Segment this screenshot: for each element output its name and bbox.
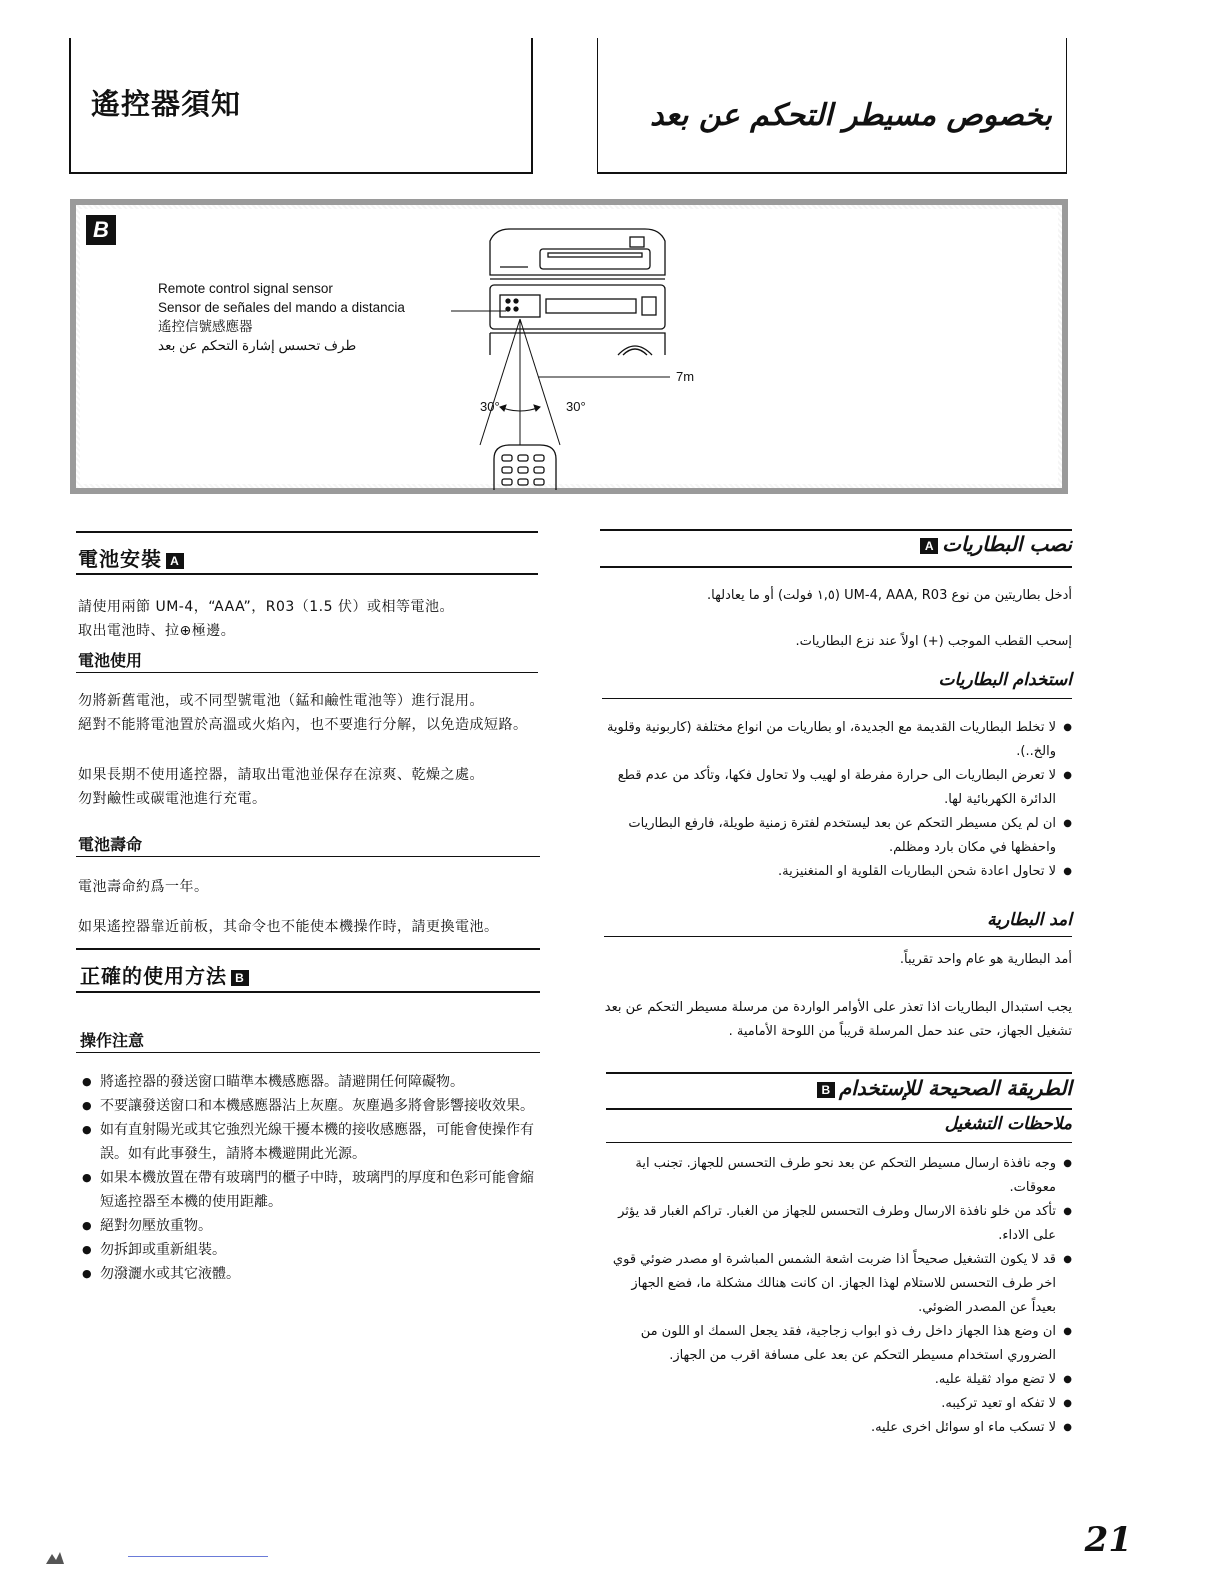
rule-ar-5 — [606, 1072, 1072, 1074]
rule-zh-7 — [76, 1052, 540, 1053]
list-item: ● 勿拆卸或重新組裝。 — [82, 1238, 544, 1262]
rule-ar-2 — [600, 566, 1072, 568]
battery-use-zh-p3: 如果長期不使用遙控器，請取出電池並保存在涼爽、乾燥之處。 — [78, 767, 484, 783]
badge-a-ar: A — [920, 538, 938, 554]
operation-notes-ar — [606, 1152, 1072, 1440]
rule-ar-6 — [606, 1108, 1072, 1110]
heading-battery-use-zh: 電池使用 — [78, 651, 143, 670]
list-item: ● ان وضع هذا الجهاز داخل رف ذو ابواب زجاجية، فقد يجعل السمك او اللون من الضروري استخدام مسيطر التحكم عن بعد على مسافة اقرب من الجهاز. — [606, 1320, 1072, 1368]
heading-correct-use-zh — [80, 960, 253, 989]
heading-battery-use-ar: استخدام البطاريات — [938, 670, 1072, 690]
battery-install-zh-p1: 請使用兩節 UM-4，“AAA”，R03（1.5 伏）或相等電池。 — [78, 599, 454, 615]
rule-ar-7 — [606, 1142, 1072, 1143]
list-item: ● وجه نافذة ارسال مسيطر التحكم عن بعد نحو طرف التحسس للجهاز. تجنب اية معوقات. — [606, 1152, 1072, 1200]
sensor-label-es: Sensor de señales del mando a distancia — [158, 300, 405, 315]
battery-life-ar-p1: أمد البطارية هو عام واحد تقريباً. — [899, 952, 1072, 967]
subheading-operation-zh: 操作注意 — [80, 1031, 145, 1050]
stereo-top-unit — [490, 229, 665, 279]
sensor-label-zh: 遙控信號感應器 — [158, 319, 253, 334]
heading-battery-install-ar-text: نصب البطاريات — [942, 532, 1072, 556]
rule-ar-1 — [600, 529, 1072, 531]
list-item: ● ان لم يكن مسيطر التحكم عن بعد ليستخدم لفترة زمنية طويلة، فارفع البطاريات واحفظها في مكان بارد ومظلم. — [604, 812, 1072, 860]
heading-correct-use-ar — [600, 1076, 1072, 1100]
battery-use-ar-list — [604, 716, 1072, 884]
rule-ar-4 — [604, 936, 1072, 937]
page-title-zh: 遙控器須知 — [91, 87, 242, 121]
list-item: ● 將遙控器的發送窗口瞄準本機感應器。請避開任何障礙物。 — [82, 1070, 544, 1094]
battery-life-zh-p1: 電池壽命約爲一年。 — [78, 879, 209, 895]
list-item: ● 絕對勿壓放重物。 — [82, 1214, 544, 1238]
page-title-ar: بخصوص مسيطر التحكم عن بعد — [649, 98, 1052, 133]
scan-mark-icon — [44, 1548, 66, 1566]
heading-correct-use-zh-text: 正確的使用方法 — [80, 964, 227, 988]
badge-b-ar: B — [817, 1082, 835, 1098]
heading-battery-install-zh-text: 電池安裝 — [78, 547, 162, 571]
angle-left-label: 30° — [480, 399, 500, 414]
rule-ar-3 — [602, 698, 1072, 699]
title-box-zh — [69, 38, 533, 174]
battery-use-zh-p1: 勿將新舊電池，或不同型號電池（錳和鹼性電池等）進行混用。 — [78, 693, 484, 709]
angle-right-label: 30° — [566, 399, 586, 414]
battery-use-zh-p4: 勿對鹼性或碳電池進行充電。 — [78, 791, 267, 807]
battery-install-ar-p1: أدخل بطاريتين من نوع UM-4, AAA, R03 (١,٥ فولت) أو ما يعادلها. — [707, 588, 1072, 603]
figure-badge: B — [86, 215, 116, 245]
list-item: ● لا تخلط البطاريات القديمة مع الجديدة، او بطاريات من انواع مختلفة (كاربونية وقلوية والخ..). — [604, 716, 1072, 764]
sensor-label-ar: طرف تحسس إشارة التحكم عن بعد — [158, 338, 357, 353]
list-item: ● لا تحاول اعادة شحن البطاريات القلوية او المنغنيزية. — [604, 860, 1072, 884]
rule-zh-4 — [76, 856, 540, 857]
rule-zh-1 — [76, 531, 538, 533]
rule-zh-3 — [76, 672, 538, 673]
sensor-label-en: Remote control signal sensor — [158, 281, 333, 296]
battery-use-zh-p2: 絕對不能將電池置於高溫或火焰內，也不要進行分解，以免造成短路。 — [78, 717, 528, 733]
stereo-diagram — [80, 209, 1064, 490]
heading-battery-install-zh — [78, 543, 188, 572]
heading-battery-install-ar — [600, 532, 1072, 556]
badge-a-zh: A — [166, 553, 184, 569]
list-item: ● 如有直射陽光或其它強烈光線干擾本機的接收感應器，可能會使操作有誤。如有此事發生，請將本機避開此光源。 — [82, 1118, 544, 1166]
battery-install-ar-p2: إسحب القطب الموجب (+) اولاً عند نزع البطاريات. — [795, 634, 1072, 649]
list-item: ● لا تعرض البطاريات الى حرارة مفرطة او لهيب ولا تحاول فكها، وتأكد من عدم قطع الدائرة الكهربائية لها. — [604, 764, 1072, 812]
signal-beam — [480, 319, 670, 445]
rule-zh-6 — [76, 991, 540, 993]
list-item: ● لا تفكه او تعيد تركيبه. — [606, 1392, 1072, 1416]
battery-life-ar-p2: يجب استبدال البطاريات اذا تعذر على الأوامر الواردة من مرسلة مسيطر التحكم عن بعد تشغيل الجهاز، حتى عند حمل المرسلة قريباً من اللوحة الأمامية . — [604, 1000, 1072, 1039]
heading-correct-use-ar-text: الطريقة الصحيحة للإستخدام — [838, 1076, 1072, 1100]
list-item: ● تأكد من خلو نافذة الارسال وطرف التحسس للجهاز من الغبار. تراكم الغبار قد يؤثر على الاداء. — [606, 1200, 1072, 1248]
distance-label: 7m — [676, 369, 695, 384]
subheading-operation-ar: ملاحظات التشغيل — [944, 1114, 1072, 1134]
list-item: ● 不要讓發送窗口和本機感應器沾上灰塵。灰塵過多將會影響接收效果。 — [82, 1094, 544, 1118]
footer-line — [128, 1556, 268, 1557]
list-item: ● 勿潑灑水或其它液體。 — [82, 1262, 544, 1286]
heading-battery-life-ar: امد البطارية — [987, 910, 1072, 930]
figure-remote-sensor — [70, 199, 1068, 494]
heading-battery-life-zh: 電池壽命 — [78, 835, 143, 854]
list-item: ● لا تضع مواد ثقيلة عليه. — [606, 1368, 1072, 1392]
stereo-middle-unit — [490, 285, 665, 329]
page-number: 21 — [1084, 1520, 1132, 1560]
rule-zh-5 — [76, 948, 540, 950]
list-item: ● 如果本機放置在帶有玻璃門的櫃子中時，玻璃門的厚度和色彩可能會縮短遙控器至本機的使用距離。 — [82, 1166, 544, 1214]
battery-install-zh-p2: 取出電池時、拉⊕極邊。 — [78, 623, 236, 639]
remote-control-drawing — [494, 445, 556, 490]
list-item: ● لا تسكب ماء او سوائل اخرى عليه. — [606, 1416, 1072, 1440]
operation-notes-zh — [82, 1070, 544, 1286]
title-box-ar — [597, 38, 1067, 174]
stereo-lower-unit — [490, 333, 665, 355]
list-item: ● قد لا يكون التشغيل صحيحاً اذا ضربت اشعة الشمس المباشرة او مصدر ضوئي قوي اخر طرف التحسس للاستلام لهذا الجهاز. ان كانت هنالك مشكلة ما، فضع الجهاز بعيداً عن المصدر الضوئي. — [606, 1248, 1072, 1320]
battery-life-zh-p2: 如果遙控器靠近前板，其命令也不能使本機操作時，請更換電池。 — [78, 919, 499, 935]
rule-zh-2 — [76, 573, 538, 575]
badge-b-zh: B — [231, 970, 249, 986]
figure-inner — [80, 209, 1058, 484]
